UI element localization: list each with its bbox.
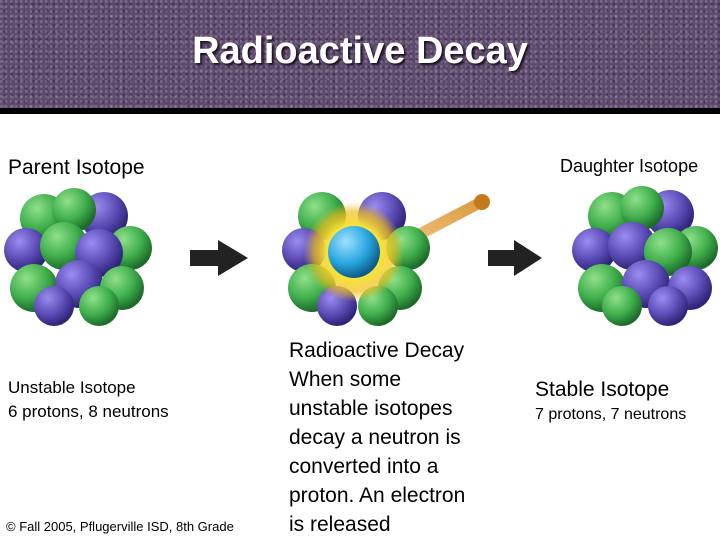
decay-line: decay a neutron is [289, 426, 461, 449]
daughter-nucleus-image [572, 186, 718, 328]
slide-title: Radioactive Decay [192, 30, 528, 72]
title-divider [0, 108, 720, 114]
arrow-right-icon [488, 240, 542, 276]
decaying-nucleus-image [282, 186, 498, 330]
decay-line: unstable isotopes [289, 397, 453, 420]
decay-line: is released [289, 513, 391, 536]
decay-line: Radioactive Decay [289, 339, 465, 362]
decay-line: When some [289, 368, 402, 391]
stable-isotope-composition: 7 protons, 7 neutrons [535, 406, 687, 423]
copyright-footer: © Fall 2005, Pflugerville ISD, 8th Grade [6, 519, 234, 534]
stable-isotope-title: Stable Isotope [535, 378, 670, 401]
decay-line: converted into a [289, 455, 439, 478]
unstable-isotope-composition: 6 protons, 8 neutrons [8, 402, 169, 421]
parent-nucleus-image [4, 188, 152, 328]
daughter-isotope-label: Daughter Isotope [560, 156, 699, 176]
parent-isotope-label: Parent Isotope [8, 156, 145, 179]
arrow-right-icon [190, 240, 248, 276]
decay-line: proton. An electron [289, 484, 466, 507]
decay-description [289, 336, 465, 539]
unstable-isotope-title: Unstable Isotope [8, 378, 136, 397]
